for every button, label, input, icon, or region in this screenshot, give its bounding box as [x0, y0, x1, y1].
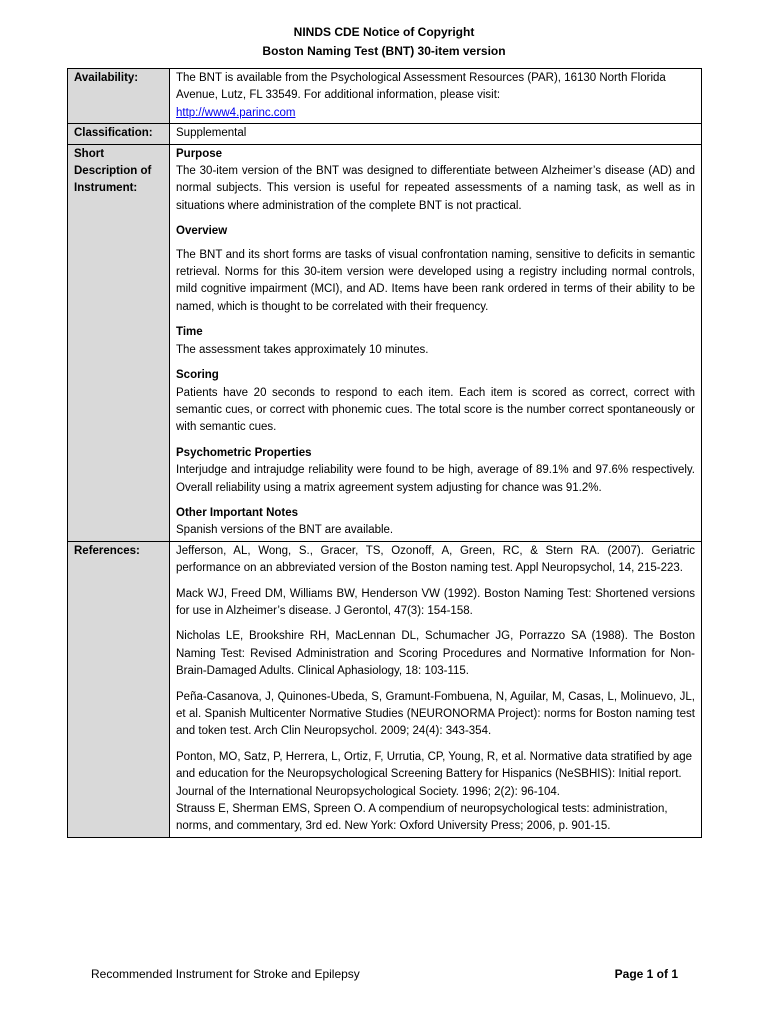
references-cell — [170, 541, 702, 837]
psychometric-heading: Psychometric Properties — [176, 446, 312, 459]
info-table — [67, 68, 702, 838]
purpose-text: The 30-item version of the BNT was designed to differentiate between Alzheimer’s disease (AD) and normal subjects. This version is useful for repeated assessments of a naming task, as well as in situations where administration of the complete BNT is not practical. — [176, 165, 695, 212]
classification-row — [68, 124, 702, 144]
references-label: References: — [68, 541, 170, 837]
par-website-link[interactable]: http://www4.parinc.com — [176, 106, 296, 119]
references-row — [68, 541, 702, 837]
document-subtitle: Boston Naming Test (BNT) 30-item version — [262, 44, 506, 58]
description-row — [68, 144, 702, 541]
overview-heading: Overview — [176, 225, 228, 238]
classification-value: Supplemental — [170, 124, 702, 144]
availability-cell — [170, 69, 702, 124]
time-text: The assessment takes approximately 10 minutes. — [176, 343, 429, 356]
footer-note: Recommended Instrument for Stroke and Epilepsy — [91, 967, 360, 981]
availability-label: Availability: — [68, 69, 170, 124]
time-heading: Time — [176, 326, 203, 339]
scoring-text: Patients have 20 seconds to respond to each item. Each item is scored as correct, correct with semantic cues, or correct with phonemic cues. The total score is the number correct spontaneously or with semantic cues. — [176, 386, 695, 434]
reference-item: Ponton, MO, Satz, P, Herrera, L, Ortiz, F, Urrutia, CP, Young, R, et al. Normative data stratified by age and education for the Neuropsychological Screening Battery for Hispanics (NeSBHIS): Initial report. Journal of the International Neuropsychological Society. 1996; 2(2): 96-104. — [176, 750, 693, 798]
notes-heading: Other Important Notes — [176, 506, 299, 519]
reference-item: Strauss E, Sherman EMS, Spreen O. A compendium of neuropsychological tests: administration, norms, and commentary, 3rd ed. New York: Oxford University Press; 2006, p. 901-15. — [176, 803, 668, 833]
page-number: Page 1 of 1 — [614, 967, 678, 981]
description-label: Short Description of Instrument: — [68, 144, 170, 541]
classification-label: Classification: — [68, 124, 170, 144]
document-title: NINDS CDE Notice of Copyright — [293, 25, 475, 39]
reference-item: Jefferson, AL, Wong, S., Gracer, TS, Ozonoff, A, Green, RC, & Stern RA. (2007). Geriatric performance on an abbreviated version of the Boston naming test. Appl Neuropsychol, 14, 215-223. — [176, 544, 695, 575]
description-cell — [170, 144, 702, 541]
psychometric-text: Interjudge and intrajudge reliability were found to be high, average of 89.1% and 97.6% respectively. Overall reliability using a matrix agreement system adjusting for chance was 91.2%. — [176, 464, 695, 494]
availability-text: The BNT is available from the Psychological Assessment Resources (PAR), 16130 North Florida Avenue, Lutz, FL 33549. For additional information, please visit: — [176, 72, 666, 102]
overview-text: The BNT and its short forms are tasks of visual confrontation naming, sensitive to deficits in semantic retrieval. Norms for this 30-item version were developed using a registry including normal controls, mild cognitive impairment (MCI), and AD. Items have been rank ordered in terms of their ability to be named, which is thought to be correlated with their frequency. — [176, 248, 695, 313]
availability-row — [68, 69, 702, 124]
scoring-heading: Scoring — [176, 369, 219, 382]
purpose-heading: Purpose — [176, 147, 223, 160]
notes-text: Spanish versions of the BNT are available. — [176, 524, 394, 537]
reference-item: Peña-Casanova, J, Quinones-Ubeda, S, Gramunt-Fombuena, N, Aguilar, M, Casas, L, Molinuevo, JL, et al. Spanish Multicenter Normative Studies (NEURONORMA Project): norms for Boston naming test and token test. Arch Clin Neuropsychol. 2009; 24(4): 343-354. — [176, 690, 695, 738]
reference-item: Mack WJ, Freed DM, Williams BW, Henderson VW (1992). Boston Naming Test: Shortened versions for use in Alzheimer’s disease. J Gerontol, 47(3): 154-158. — [176, 587, 695, 617]
reference-item: Nicholas LE, Brookshire RH, MacLennan DL, Schumacher JG, Porrazzo SA (1988). The Boston Naming Test: Revised Administration and Scoring Procedures and Normative Information for Non-Brain-Damaged Adults. Clinical Aphasiology, 18: 103-115. — [176, 630, 695, 678]
